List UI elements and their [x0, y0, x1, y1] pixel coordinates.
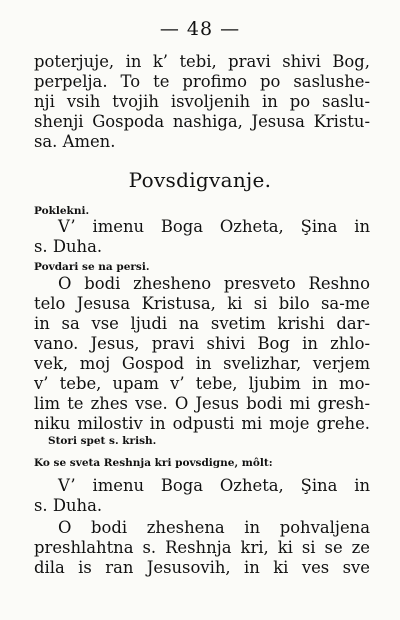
rubric: Poklekni.	[34, 205, 90, 217]
rubric: Povdari se na persi.	[34, 261, 150, 273]
text-line: vek, moj Gospod in svelizhar, verjem	[34, 354, 370, 373]
text-line: dila is ran Jesusovih, in ki ves sve	[34, 558, 370, 577]
text-line: s. Duha.	[34, 496, 103, 515]
text-line: nji vsih tvojih isvoljenih in po saslu-	[34, 92, 370, 111]
text-line: preshlahtna s. Reshnja kri, ki si se ze	[34, 538, 370, 557]
text-line: sa. Amen.	[34, 132, 116, 151]
text-line: lim te zhes vse. O Jesus bodi mi gresh-	[34, 394, 370, 413]
section-title: Povsdigvanje.	[128, 168, 272, 192]
text-line: telo Jesusa Kristusa, ki si bilo sa-me	[34, 294, 370, 313]
text-line: v’ tebe, upam v’ tebe, ljubim in mo-	[34, 374, 370, 393]
rubric: Ko se sveta Reshnja kri povsdigne, môlt:	[34, 457, 273, 469]
rubric: Stori spet s. krish.	[48, 435, 157, 447]
text-line: vano. Jesus, pravi shivi Bog in zhlo-	[34, 334, 370, 353]
text-line: V’ imenu Boga Ozheta, Şina in	[58, 476, 370, 495]
text-line: poterjuje, in k’ tebi, pravi shivi Bog,	[34, 52, 370, 71]
text-line: shenji Gospoda nashiga, Jesusa Kristu-	[34, 112, 370, 131]
text-line: niku milostiv in odpusti mi moje grehe.	[34, 414, 370, 433]
text-line: O bodi zheshena in pohvaljena	[58, 518, 370, 537]
page-number: — 48 —	[159, 18, 241, 40]
text-line: in sa vse ljudi na svetim krishi dar-	[34, 314, 370, 333]
text-line: perpelja. To te profimo po saslushe-	[34, 72, 370, 91]
text-line: s. Duha.	[34, 237, 103, 256]
text-line: O bodi zhesheno presveto Reshno	[58, 274, 370, 293]
text-line: V’ imenu Boga Ozheta, Şina in	[58, 217, 370, 236]
